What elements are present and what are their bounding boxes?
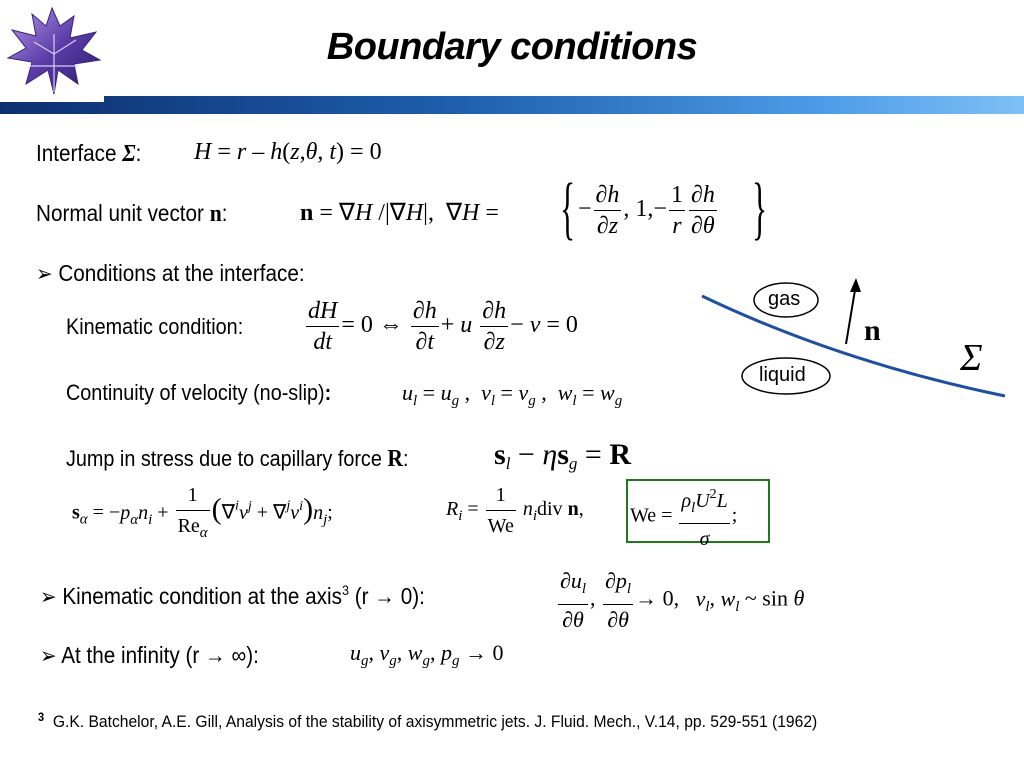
stress-equation: $s_\alpha = -p_\alpha n_i$ + $\frac{1}{Re_\alpha}$ $(\nabla^iv^j + \nabla^jv^i)n_j$; [72, 480, 333, 548]
axis-equation: $\frac{\partial u_l}{\partial\theta}$ , $\frac{\partial p_l}{\partial\theta}$ → 0, $v_l$, $w_l$ ~ sin θ [560, 568, 805, 632]
kinematic-label: Kinematic condition: [66, 314, 244, 339]
axis-line [40, 582, 425, 610]
infinity-label: At the infinity ( [61, 642, 193, 668]
gradient-components: − $\frac{\partial h}{\partial z}$ , 1,− $\frac{1}{r}$ $\frac{\partial h}{\partial\theta}$ [578, 182, 715, 239]
infinity-equation: $u_g$, $v_g$, $w_g$, $p_g \to 0$ [350, 640, 504, 669]
normal-equation: n = ∇H /|∇H|, ∇H = [300, 200, 499, 226]
brace-right: } [752, 170, 768, 247]
capillary-equation: $R_i$ = $\frac{1}{We}$ $n_idiv$ n, [446, 480, 584, 541]
continuity-colon: : [324, 380, 332, 405]
liquid-label: liquid [759, 364, 806, 386]
axis-condition: (r → 0): [354, 583, 425, 609]
jump-line [66, 446, 408, 473]
axis-label: Kinematic condition at the axis [62, 583, 342, 609]
infinity-condition: r → ∞): [192, 642, 259, 668]
normal-arrow-head [850, 278, 861, 292]
interface-label: Interface [36, 140, 123, 166]
normal-label: Normal unit vector [36, 200, 210, 226]
gas-label: gas [768, 288, 801, 310]
conditions-heading [36, 260, 305, 287]
continuity-label: Continuity of velocity (no-slip) [66, 380, 325, 405]
page-title: Boundary conditions [326, 26, 698, 68]
normal-line [36, 200, 227, 228]
continuity-line [66, 380, 331, 406]
arrow-bullet-icon: ➢ [40, 584, 57, 609]
normal-arrow-shaft [846, 284, 856, 344]
footnote-text: G.K. Batchelor, A.E. Gill, Analysis of the stability of axisymmetric jets. J. Fluid. Mech., V.14, pp. 529-551 (1962) [52, 712, 818, 731]
normal-colon: : [221, 200, 228, 226]
weber-equation: We = $\frac{\rho_lU^2L}{\sigma}$ ; [630, 480, 737, 554]
jump-label: Jump in stress due to capillary force [66, 446, 388, 471]
jump-colon: : [402, 446, 409, 471]
jump-equation: $s_l - \eta s_g = R$ [494, 438, 632, 473]
sigma-symbol: Σ [122, 141, 136, 167]
header-bar-notch [0, 96, 104, 102]
jump-R: R [387, 446, 403, 472]
axis-footnote-ref: 3 [341, 582, 349, 598]
interface-equation: H = r – h(z,θ, t) = 0 [194, 139, 382, 165]
normal-n: n [209, 201, 222, 227]
arrow-bullet-icon: ➢ [40, 643, 57, 668]
diagram-normal-label: n [864, 314, 881, 347]
header-bar [0, 96, 1024, 114]
conditions-heading-text: Conditions at the interface: [58, 260, 305, 286]
interface-line [36, 140, 141, 168]
diagram-sigma-label: Σ [960, 337, 983, 379]
footnote-number: 3 [38, 710, 45, 724]
infinity-line [40, 642, 259, 669]
kinematic-equation: $\frac{dH}{dt}$ = 0 ⇔ $\frac{\partial h}{\partial t}$ + u $\frac{\partial h}{\partial z}$ − v = 0 [308, 298, 578, 355]
arrow-bullet-icon: ➢ [36, 261, 53, 286]
continuity-equation: $u_l = u_g$ , $v_l = v_g$ , $w_l = w_g$ [402, 380, 623, 409]
interface-colon: : [135, 140, 142, 166]
footnote [38, 710, 817, 732]
brace-left: { [560, 170, 576, 247]
